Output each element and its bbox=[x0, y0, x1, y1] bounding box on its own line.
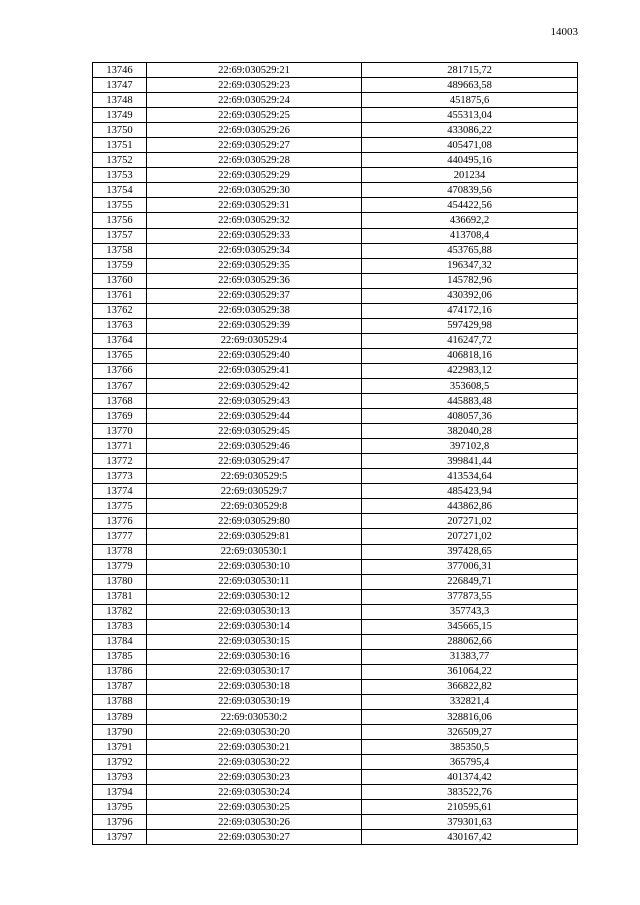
table-row bbox=[93, 679, 578, 694]
row-number-cell: 13763 bbox=[93, 318, 147, 333]
cadastral-number-cell: 22:69:030529:42 bbox=[147, 378, 362, 393]
cadastral-number-cell: 22:69:030529:38 bbox=[147, 303, 362, 318]
table-row bbox=[93, 409, 578, 424]
row-number-cell: 13770 bbox=[93, 424, 147, 439]
cadastral-number-cell: 22:69:030529:81 bbox=[147, 529, 362, 544]
cadastral-value-cell: 455313,04 bbox=[362, 108, 578, 123]
cadastral-value-cell: 353608,5 bbox=[362, 378, 578, 393]
cadastral-number-cell: 22:69:030530:13 bbox=[147, 604, 362, 619]
cadastral-value-table bbox=[92, 62, 578, 845]
row-number-cell: 13780 bbox=[93, 574, 147, 589]
cadastral-value-cell: 413534,64 bbox=[362, 469, 578, 484]
row-number-cell: 13746 bbox=[93, 63, 147, 78]
cadastral-value-cell: 399841,44 bbox=[362, 454, 578, 469]
cadastral-number-cell: 22:69:030530:16 bbox=[147, 649, 362, 664]
row-number-cell: 13774 bbox=[93, 484, 147, 499]
cadastral-value-cell: 383522,76 bbox=[362, 785, 578, 800]
table-row bbox=[93, 725, 578, 740]
table-row bbox=[93, 755, 578, 770]
cadastral-number-cell: 22:69:030529:45 bbox=[147, 424, 362, 439]
cadastral-number-cell: 22:69:030530:18 bbox=[147, 679, 362, 694]
row-number-cell: 13793 bbox=[93, 770, 147, 785]
cadastral-number-cell: 22:69:030530:10 bbox=[147, 559, 362, 574]
cadastral-value-cell: 406818,16 bbox=[362, 348, 578, 363]
row-number-cell: 13781 bbox=[93, 589, 147, 604]
table-row bbox=[93, 363, 578, 378]
cadastral-value-cell: 474172,16 bbox=[362, 303, 578, 318]
row-number-cell: 13797 bbox=[93, 830, 147, 845]
cadastral-number-cell: 22:69:030530:19 bbox=[147, 694, 362, 709]
table-row bbox=[93, 183, 578, 198]
cadastral-value-cell: 210595,61 bbox=[362, 800, 578, 815]
cadastral-number-cell: 22:69:030530:21 bbox=[147, 740, 362, 755]
cadastral-value-cell: 597429,98 bbox=[362, 318, 578, 333]
table-row bbox=[93, 589, 578, 604]
table-row bbox=[93, 800, 578, 815]
table-row bbox=[93, 710, 578, 725]
row-number-cell: 13747 bbox=[93, 78, 147, 93]
table-row bbox=[93, 469, 578, 484]
row-number-cell: 13772 bbox=[93, 454, 147, 469]
cadastral-value-cell: 443862,86 bbox=[362, 499, 578, 514]
cadastral-value-cell: 207271,02 bbox=[362, 514, 578, 529]
cadastral-value-cell: 365795,4 bbox=[362, 755, 578, 770]
cadastral-value-cell: 430167,42 bbox=[362, 830, 578, 845]
cadastral-number-cell: 22:69:030529:23 bbox=[147, 78, 362, 93]
table-row bbox=[93, 318, 578, 333]
table-row bbox=[93, 303, 578, 318]
table-row bbox=[93, 559, 578, 574]
row-number-cell: 13766 bbox=[93, 363, 147, 378]
row-number-cell: 13756 bbox=[93, 213, 147, 228]
cadastral-number-cell: 22:69:030530:23 bbox=[147, 770, 362, 785]
table-row bbox=[93, 649, 578, 664]
row-number-cell: 13760 bbox=[93, 273, 147, 288]
cadastral-number-cell: 22:69:030529:21 bbox=[147, 63, 362, 78]
row-number-cell: 13777 bbox=[93, 529, 147, 544]
table-row bbox=[93, 499, 578, 514]
cadastral-value-cell: 451875,6 bbox=[362, 93, 578, 108]
row-number-cell: 13762 bbox=[93, 303, 147, 318]
row-number-cell: 13794 bbox=[93, 785, 147, 800]
cadastral-value-cell: 345665,15 bbox=[362, 619, 578, 634]
table-row bbox=[93, 439, 578, 454]
cadastral-value-cell: 366822,82 bbox=[362, 679, 578, 694]
cadastral-number-cell: 22:69:030529:24 bbox=[147, 93, 362, 108]
row-number-cell: 13782 bbox=[93, 604, 147, 619]
cadastral-number-cell: 22:69:030529:30 bbox=[147, 183, 362, 198]
cadastral-number-cell: 22:69:030529:39 bbox=[147, 318, 362, 333]
table-row bbox=[93, 258, 578, 273]
table-row bbox=[93, 544, 578, 559]
cadastral-number-cell: 22:69:030529:31 bbox=[147, 198, 362, 213]
cadastral-value-cell: 281715,72 bbox=[362, 63, 578, 78]
cadastral-value-cell: 453765,88 bbox=[362, 243, 578, 258]
cadastral-number-cell: 22:69:030530:2 bbox=[147, 710, 362, 725]
table-row bbox=[93, 93, 578, 108]
table-row bbox=[93, 228, 578, 243]
table-row bbox=[93, 454, 578, 469]
table-row bbox=[93, 740, 578, 755]
row-number-cell: 13788 bbox=[93, 694, 147, 709]
row-number-cell: 13796 bbox=[93, 815, 147, 830]
cadastral-number-cell: 22:69:030529:37 bbox=[147, 288, 362, 303]
cadastral-value-cell: 397102,8 bbox=[362, 439, 578, 454]
cadastral-value-cell: 201234 bbox=[362, 168, 578, 183]
cadastral-value-cell: 397428,65 bbox=[362, 544, 578, 559]
cadastral-number-cell: 22:69:030529:80 bbox=[147, 514, 362, 529]
cadastral-number-cell: 22:69:030530:26 bbox=[147, 815, 362, 830]
row-number-cell: 13771 bbox=[93, 439, 147, 454]
row-number-cell: 13753 bbox=[93, 168, 147, 183]
cadastral-number-cell: 22:69:030529:28 bbox=[147, 153, 362, 168]
cadastral-value-cell: 385350,5 bbox=[362, 740, 578, 755]
table-row bbox=[93, 514, 578, 529]
cadastral-value-cell: 489663,58 bbox=[362, 78, 578, 93]
cadastral-number-cell: 22:69:030529:27 bbox=[147, 138, 362, 153]
table-row bbox=[93, 108, 578, 123]
row-number-cell: 13751 bbox=[93, 138, 147, 153]
row-number-cell: 13757 bbox=[93, 228, 147, 243]
row-number-cell: 13787 bbox=[93, 679, 147, 694]
table-row bbox=[93, 123, 578, 138]
row-number-cell: 13779 bbox=[93, 559, 147, 574]
table-row bbox=[93, 63, 578, 78]
cadastral-value-cell: 328816,06 bbox=[362, 710, 578, 725]
cadastral-number-cell: 22:69:030529:7 bbox=[147, 484, 362, 499]
cadastral-value-cell: 433086,22 bbox=[362, 123, 578, 138]
cadastral-value-cell: 196347,32 bbox=[362, 258, 578, 273]
table-row bbox=[93, 815, 578, 830]
cadastral-number-cell: 22:69:030529:34 bbox=[147, 243, 362, 258]
cadastral-number-cell: 22:69:030529:41 bbox=[147, 363, 362, 378]
row-number-cell: 13750 bbox=[93, 123, 147, 138]
table-row bbox=[93, 273, 578, 288]
cadastral-number-cell: 22:69:030530:24 bbox=[147, 785, 362, 800]
cadastral-value-cell: 207271,02 bbox=[362, 529, 578, 544]
row-number-cell: 13764 bbox=[93, 333, 147, 348]
cadastral-value-cell: 405471,08 bbox=[362, 138, 578, 153]
cadastral-number-cell: 22:69:030529:25 bbox=[147, 108, 362, 123]
cadastral-number-cell: 22:69:030530:1 bbox=[147, 544, 362, 559]
cadastral-value-cell: 379301,63 bbox=[362, 815, 578, 830]
table-row bbox=[93, 664, 578, 679]
cadastral-value-cell: 445883,48 bbox=[362, 394, 578, 409]
table-row bbox=[93, 785, 578, 800]
cadastral-number-cell: 22:69:030530:11 bbox=[147, 574, 362, 589]
table-row bbox=[93, 138, 578, 153]
cadastral-value-cell: 226849,71 bbox=[362, 574, 578, 589]
row-number-cell: 13752 bbox=[93, 153, 147, 168]
cadastral-value-cell: 326509,27 bbox=[362, 725, 578, 740]
cadastral-number-cell: 22:69:030530:15 bbox=[147, 634, 362, 649]
cadastral-number-cell: 22:69:030530:27 bbox=[147, 830, 362, 845]
cadastral-value-cell: 145782,96 bbox=[362, 273, 578, 288]
row-number-cell: 13784 bbox=[93, 634, 147, 649]
row-number-cell: 13769 bbox=[93, 409, 147, 424]
row-number-cell: 13749 bbox=[93, 108, 147, 123]
row-number-cell: 13765 bbox=[93, 348, 147, 363]
cadastral-number-cell: 22:69:030529:29 bbox=[147, 168, 362, 183]
cadastral-number-cell: 22:69:030530:12 bbox=[147, 589, 362, 604]
cadastral-value-cell: 377873,55 bbox=[362, 589, 578, 604]
cadastral-value-cell: 361064,22 bbox=[362, 664, 578, 679]
table-row bbox=[93, 168, 578, 183]
row-number-cell: 13786 bbox=[93, 664, 147, 679]
table-row bbox=[93, 288, 578, 303]
table-row bbox=[93, 378, 578, 393]
cadastral-number-cell: 22:69:030529:32 bbox=[147, 213, 362, 228]
cadastral-number-cell: 22:69:030529:35 bbox=[147, 258, 362, 273]
table-row bbox=[93, 424, 578, 439]
table-row bbox=[93, 634, 578, 649]
table-row bbox=[93, 830, 578, 845]
row-number-cell: 13785 bbox=[93, 649, 147, 664]
row-number-cell: 13792 bbox=[93, 755, 147, 770]
cadastral-value-cell: 440495,16 bbox=[362, 153, 578, 168]
cadastral-number-cell: 22:69:030529:33 bbox=[147, 228, 362, 243]
table-row bbox=[93, 198, 578, 213]
table-row bbox=[93, 484, 578, 499]
table-row bbox=[93, 574, 578, 589]
table-row bbox=[93, 770, 578, 785]
cadastral-value-cell: 382040,28 bbox=[362, 424, 578, 439]
row-number-cell: 13775 bbox=[93, 499, 147, 514]
table-body bbox=[93, 63, 578, 845]
cadastral-number-cell: 22:69:030529:8 bbox=[147, 499, 362, 514]
cadastral-number-cell: 22:69:030529:26 bbox=[147, 123, 362, 138]
row-number-cell: 13759 bbox=[93, 258, 147, 273]
cadastral-number-cell: 22:69:030530:20 bbox=[147, 725, 362, 740]
cadastral-value-cell: 485423,94 bbox=[362, 484, 578, 499]
row-number-cell: 13773 bbox=[93, 469, 147, 484]
table-row bbox=[93, 153, 578, 168]
cadastral-number-cell: 22:69:030529:47 bbox=[147, 454, 362, 469]
table-row bbox=[93, 529, 578, 544]
table-row bbox=[93, 348, 578, 363]
row-number-cell: 13748 bbox=[93, 93, 147, 108]
page-number: 14003 bbox=[550, 26, 578, 38]
cadastral-value-cell: 470839,56 bbox=[362, 183, 578, 198]
table-row bbox=[93, 394, 578, 409]
cadastral-value-cell: 416247,72 bbox=[362, 333, 578, 348]
cadastral-value-cell: 422983,12 bbox=[362, 363, 578, 378]
row-number-cell: 13783 bbox=[93, 619, 147, 634]
row-number-cell: 13790 bbox=[93, 725, 147, 740]
table-row bbox=[93, 604, 578, 619]
cadastral-number-cell: 22:69:030529:44 bbox=[147, 409, 362, 424]
cadastral-value-cell: 377006,31 bbox=[362, 559, 578, 574]
cadastral-number-cell: 22:69:030530:25 bbox=[147, 800, 362, 815]
row-number-cell: 13758 bbox=[93, 243, 147, 258]
row-number-cell: 13767 bbox=[93, 378, 147, 393]
row-number-cell: 13768 bbox=[93, 394, 147, 409]
row-number-cell: 13778 bbox=[93, 544, 147, 559]
cadastral-number-cell: 22:69:030529:43 bbox=[147, 394, 362, 409]
cadastral-number-cell: 22:69:030529:5 bbox=[147, 469, 362, 484]
cadastral-value-cell: 430392,06 bbox=[362, 288, 578, 303]
cadastral-number-cell: 22:69:030529:4 bbox=[147, 333, 362, 348]
table-row bbox=[93, 694, 578, 709]
cadastral-number-cell: 22:69:030529:46 bbox=[147, 439, 362, 454]
table-row bbox=[93, 243, 578, 258]
cadastral-value-cell: 31383,77 bbox=[362, 649, 578, 664]
cadastral-value-cell: 401374,42 bbox=[362, 770, 578, 785]
row-number-cell: 13776 bbox=[93, 514, 147, 529]
cadastral-value-cell: 413708,4 bbox=[362, 228, 578, 243]
table-row bbox=[93, 78, 578, 93]
row-number-cell: 13789 bbox=[93, 710, 147, 725]
row-number-cell: 13795 bbox=[93, 800, 147, 815]
cadastral-number-cell: 22:69:030529:36 bbox=[147, 273, 362, 288]
cadastral-value-cell: 332821,4 bbox=[362, 694, 578, 709]
cadastral-value-cell: 408057,36 bbox=[362, 409, 578, 424]
table-row bbox=[93, 213, 578, 228]
table-row bbox=[93, 333, 578, 348]
cadastral-value-cell: 288062,66 bbox=[362, 634, 578, 649]
cadastral-number-cell: 22:69:030529:40 bbox=[147, 348, 362, 363]
row-number-cell: 13761 bbox=[93, 288, 147, 303]
table-row bbox=[93, 619, 578, 634]
cadastral-value-cell: 454422,56 bbox=[362, 198, 578, 213]
row-number-cell: 13791 bbox=[93, 740, 147, 755]
cadastral-number-cell: 22:69:030530:17 bbox=[147, 664, 362, 679]
row-number-cell: 13755 bbox=[93, 198, 147, 213]
cadastral-number-cell: 22:69:030530:14 bbox=[147, 619, 362, 634]
row-number-cell: 13754 bbox=[93, 183, 147, 198]
cadastral-value-cell: 357743,3 bbox=[362, 604, 578, 619]
cadastral-number-cell: 22:69:030530:22 bbox=[147, 755, 362, 770]
cadastral-value-cell: 436692,2 bbox=[362, 213, 578, 228]
